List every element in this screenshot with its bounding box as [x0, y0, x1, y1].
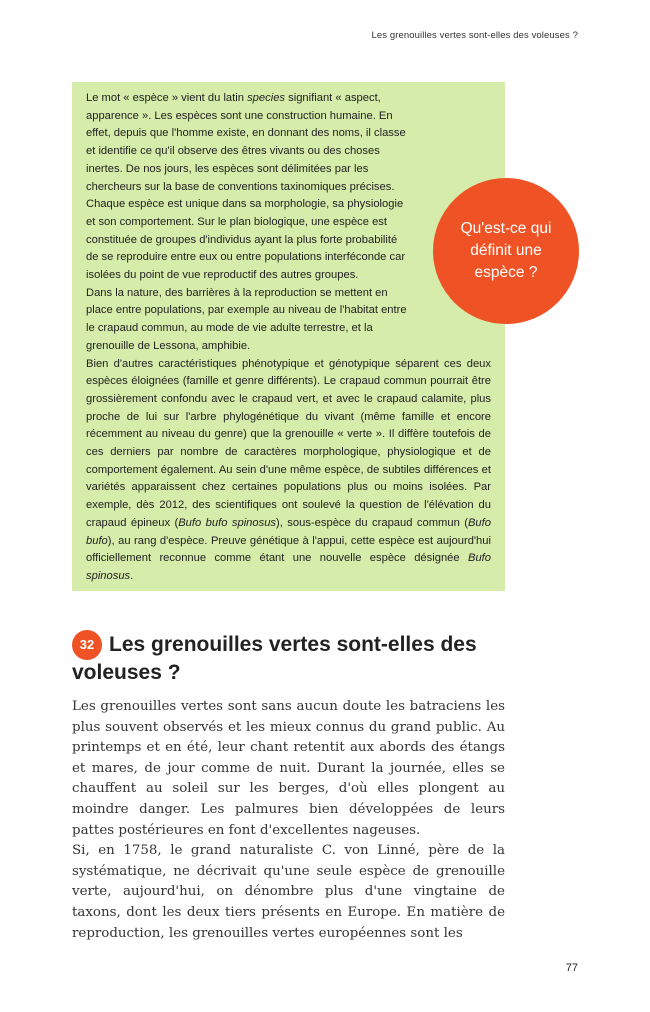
sidebar-paragraph-2b: Bien d'autres caractéristiques phénotypique et génotypique séparent ces deux espèces éloignées (famille et genre différents). Le crapaud commun pourrait être grossièrement confondu avec le crapaud vert, et avec le crapaud calamite, plus proche de lui sur l'arbre phylogénétique du vivant (même famille et encore récemment au niveau du genre) que la grenouille « verte ». Il diffère toutefois de ces derniers par nombre de caractères morphologique, physiologique et de comportement également. Au sein d'une même espèce, de subtiles différences et variétés apparaissent chez certaines populations plus ou moins isolées. Par exemple, dès 2012, des scientifiques ont soulevé la question de l'élévation du crapaud épineux (Bufo bufo spinosus), sous-espèce du crapaud commun (Bufo bufo), au rang d'espèce. Preuve génétique à l'appui, cette espèce est aujourd'hui officiellement reconnue comme étant une nouvelle espèce désignée Bufo spinosus.: [86, 357, 491, 582]
body-paragraph-1: Les grenouilles vertes sont sans aucun doute les batraciens les plus souvent observés et les mieux connus du grand public. Au printemps et en été, leur chant retentit aux abords des étangs et mares, de jour comme de nuit. Durant la journée, elles se chauffent au soleil sur les berges, d'où elles plongent au moindre danger. Les palmures bien développées de leurs pattes postérieures en font d'excellentes nageuses.: [72, 699, 505, 838]
sidebar-paragraph-2a: Dans la nature, des barrières à la reproduction se mettent en place entre populations, par exemple au niveau de l'habitat entre le crapaud commun, au mode de vie adulte terrestre, et la grenouille de Lessona, amphibie.: [86, 286, 407, 352]
sidebar-box: [72, 82, 505, 591]
section-title: Les grenouilles vertes sont-elles des voleuses ?: [72, 633, 477, 684]
section-body: [72, 697, 505, 944]
section-number-badge: 32: [72, 630, 102, 660]
question-bubble-text: Qu'est-ce qui définit une espèce ?: [460, 220, 552, 281]
running-header: Les grenouilles vertes sont-elles des voleuses ?: [371, 30, 578, 41]
question-bubble: [433, 178, 579, 324]
section-heading: [72, 630, 492, 685]
sidebar-paragraph-1: Le mot « espèce » vient du latin species signifiant « aspect, apparence ». Les espèces sont une construction humaine. En effet, depuis que l'homme existe, en donnant des noms, il classe et identifie ce qu'il observe des êtres vivants ou des choses inertes. De nos jours, les espèces sont délimitées par les chercheurs sur la base de conventions taxinomiques précises. Chaque espèce est unique dans sa morphologie, sa physiologie et son comportement. Sur le plan biologique, une espèce est constituée de groupes d'individus ayant la plus forte probabilité de se reproduire entre eux ou entre populations interféconde car isolées du point de vue reproductif des autres groupes.: [86, 92, 406, 282]
page-number: 77: [565, 962, 578, 974]
body-paragraph-2: Si, en 1758, le grand naturaliste C. von Linné, père de la systématique, ne décrivait qu'une seule espèce de grenouille verte, aujourd'hui, on dénombre plus d'une vingtaine de taxons, dont les deux tiers présents en Europe. En matière de reproduction, les grenouilles vertes européennes sont les: [72, 843, 505, 941]
